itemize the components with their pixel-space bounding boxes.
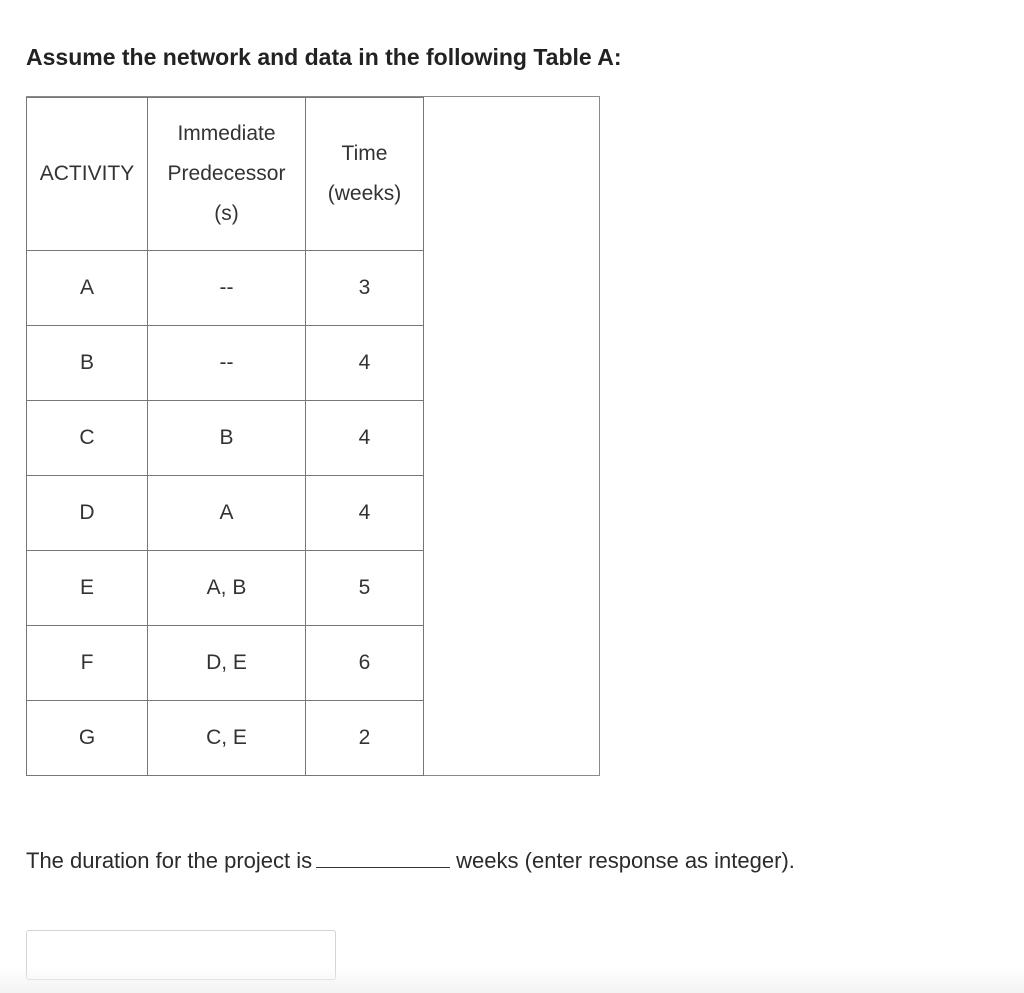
- table-row: [27, 251, 424, 326]
- cell-predecessors: A: [148, 476, 306, 551]
- cell-predecessors: B: [148, 401, 306, 476]
- cell-activity: D: [27, 476, 148, 551]
- cell-time: 4: [306, 401, 424, 476]
- activity-table: [26, 97, 424, 776]
- cell-predecessors: --: [148, 326, 306, 401]
- cell-time: 6: [306, 626, 424, 701]
- table-row: [27, 401, 424, 476]
- prompt-text-before: The duration for the project is: [26, 848, 313, 873]
- header-time-line: (weeks): [327, 182, 402, 205]
- header-time-line: Time: [341, 142, 388, 165]
- header-predecessor-line: Immediate: [177, 122, 276, 145]
- table-row: [27, 701, 424, 776]
- table-row: [27, 326, 424, 401]
- header-time: [306, 98, 424, 251]
- table-row: [27, 476, 424, 551]
- table-row: [27, 626, 424, 701]
- cell-predecessors: A, B: [148, 551, 306, 626]
- cell-activity: A: [27, 251, 148, 326]
- cell-predecessors: --: [148, 251, 306, 326]
- answer-blank: [316, 847, 450, 868]
- cell-time: 5: [306, 551, 424, 626]
- cell-predecessors: D, E: [148, 626, 306, 701]
- prompt-text-after: weeks (enter response as integer).: [456, 848, 795, 873]
- cell-time: 4: [306, 326, 424, 401]
- question-title: Assume the network and data in the following Table A:: [26, 44, 622, 70]
- cell-activity: C: [27, 401, 148, 476]
- header-activity: ACTIVITY: [27, 98, 148, 251]
- header-predecessor: [148, 98, 306, 251]
- duration-prompt: [26, 847, 795, 874]
- header-predecessor-line: (s): [214, 202, 239, 225]
- cell-time: 4: [306, 476, 424, 551]
- cell-time: 2: [306, 701, 424, 776]
- answer-input[interactable]: [26, 930, 336, 980]
- cell-time: 3: [306, 251, 424, 326]
- cell-activity: F: [27, 626, 148, 701]
- table-header-row: [27, 98, 424, 251]
- table-row: [27, 551, 424, 626]
- cell-activity: E: [27, 551, 148, 626]
- cell-activity: G: [27, 701, 148, 776]
- cell-activity: B: [27, 326, 148, 401]
- header-predecessor-line: Predecessor: [167, 162, 286, 185]
- cell-predecessors: C, E: [148, 701, 306, 776]
